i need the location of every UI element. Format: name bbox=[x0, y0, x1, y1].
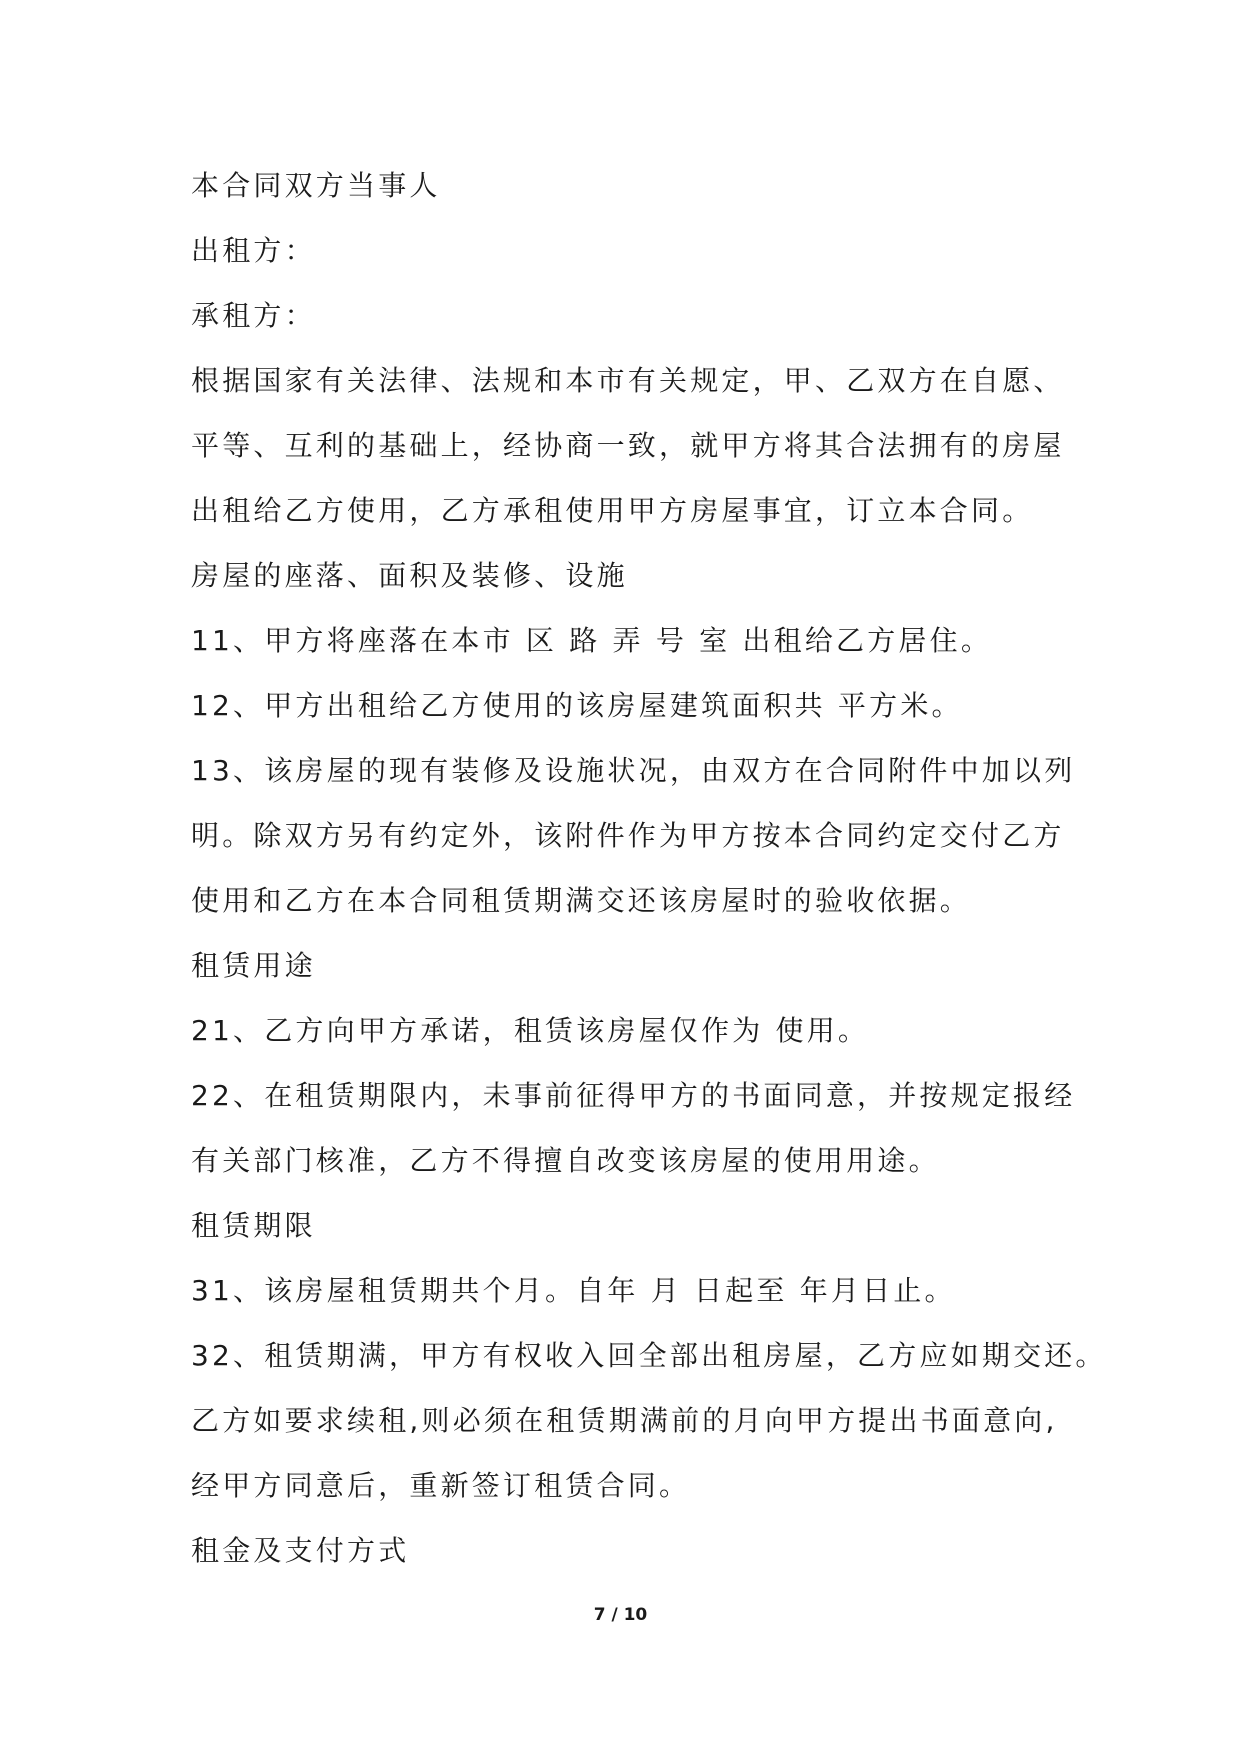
lessor-line: 出租方： bbox=[191, 234, 316, 267]
section-heading: 租金及支付方式 bbox=[191, 1534, 410, 1567]
heading-parties: 本合同双方当事人 bbox=[191, 169, 441, 202]
section-heading: 租赁用途 bbox=[191, 949, 316, 982]
page-number: 7 / 10 bbox=[593, 1605, 648, 1625]
paragraph-line: 出租给乙方使用，乙方承租使用甲方房屋事宜，订立本合同。 bbox=[191, 494, 1034, 527]
clause-line: 11、甲方将座落在本市 区 路 弄 号 室 出租给乙方居住。 bbox=[191, 624, 993, 657]
lessee-line: 承租方： bbox=[191, 299, 316, 332]
clause-line: 经甲方同意后，重新签订租赁合同。 bbox=[191, 1469, 691, 1502]
clause-line: 有关部门核准，乙方不得擅自改变该房屋的使用用途。 bbox=[191, 1144, 940, 1177]
clause-line: 32、租赁期满，甲方有权收入回全部出租房屋，乙方应如期交还。 bbox=[191, 1339, 1107, 1372]
clause-line: 乙方如要求续租,则必须在租赁期满前的月向甲方提出书面意向, bbox=[191, 1404, 1058, 1437]
paragraph-line: 根据国家有关法律、法规和本市有关规定，甲、乙双方在自愿、 bbox=[191, 364, 1065, 397]
paragraph-line: 平等、互利的基础上，经协商一致，就甲方将其合法拥有的房屋 bbox=[191, 429, 1065, 462]
contract-text bbox=[191, 153, 1107, 1583]
section-heading: 租赁期限 bbox=[191, 1209, 316, 1242]
clause-line: 22、在租赁期限内，未事前征得甲方的书面同意，并按规定报经 bbox=[191, 1079, 1076, 1112]
clause-line: 31、该房屋租赁期共个月。自年 月 日起至 年月日止。 bbox=[191, 1274, 956, 1307]
clause-line: 明。除双方另有约定外，该附件作为甲方按本合同约定交付乙方 bbox=[191, 819, 1065, 852]
section-heading: 房屋的座落、面积及装修、设施 bbox=[191, 559, 628, 592]
clause-line: 12、甲方出租给乙方使用的该房屋建筑面积共 平方米。 bbox=[191, 689, 963, 722]
clause-line: 使用和乙方在本合同租赁期满交还该房屋时的验收依据。 bbox=[191, 884, 972, 917]
clause-line: 13、该房屋的现有装修及设施状况，由双方在合同附件中加以列 bbox=[191, 754, 1076, 787]
clause-line: 21、乙方向甲方承诺，租赁该房屋仅作为 使用。 bbox=[191, 1014, 870, 1047]
